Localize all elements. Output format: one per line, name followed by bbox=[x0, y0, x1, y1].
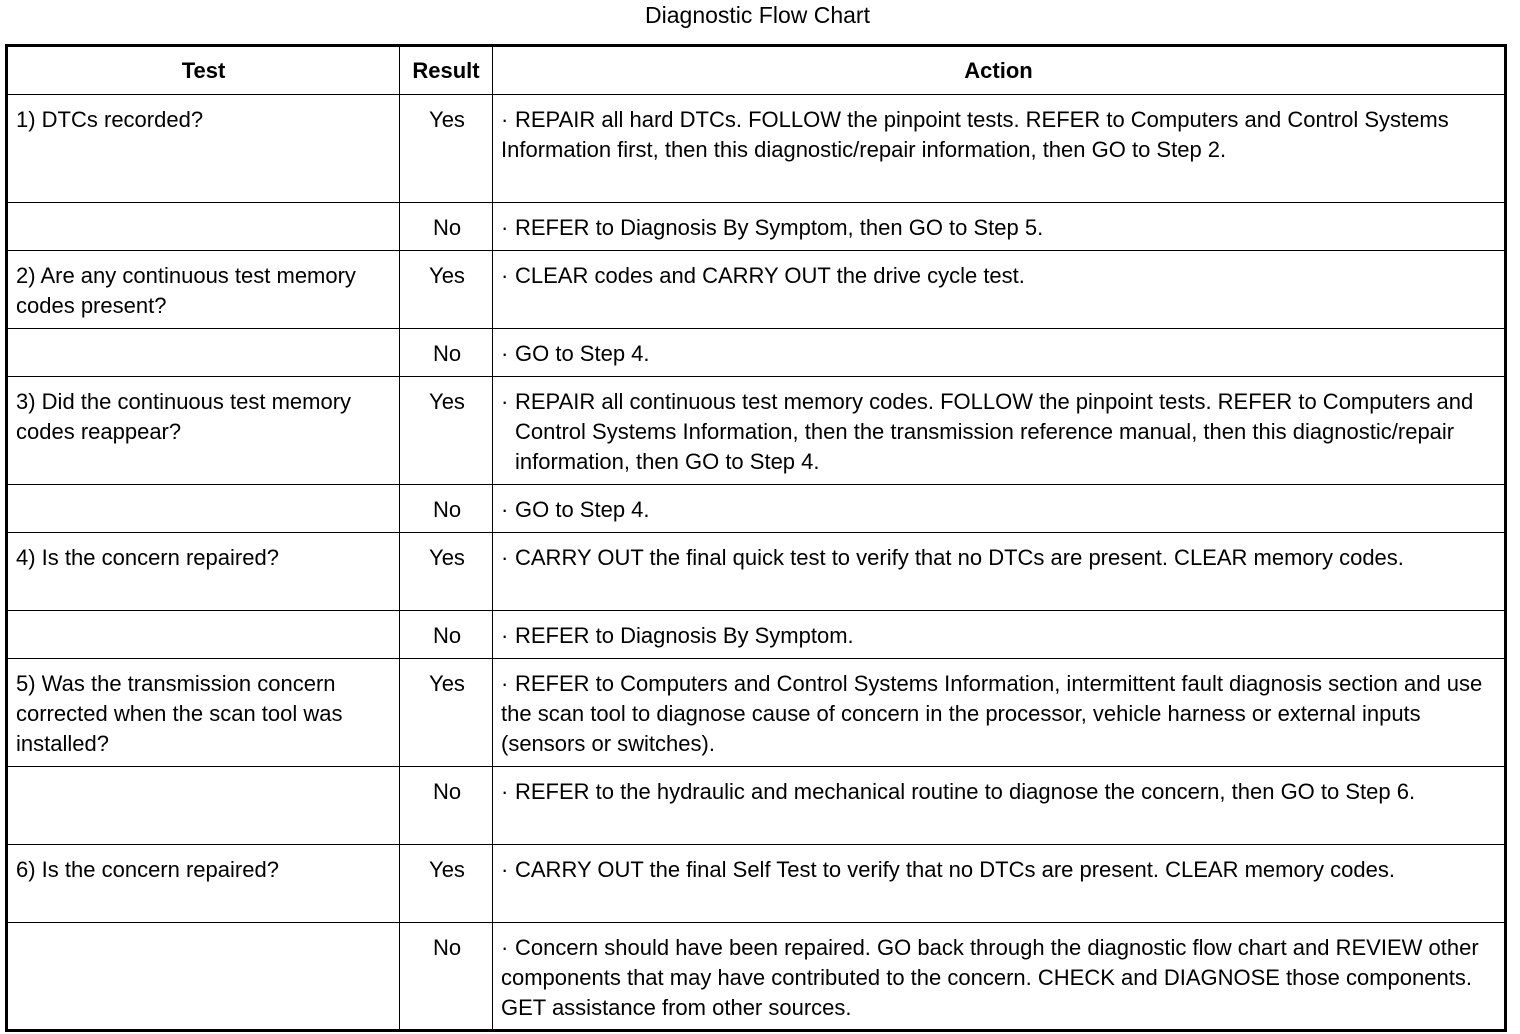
action-cell bbox=[493, 533, 1506, 611]
table-row bbox=[7, 251, 1506, 329]
test-cell: 1) DTCs recorded? bbox=[7, 95, 400, 203]
bullet-icon: · bbox=[501, 215, 509, 240]
action-text: GO to Step 4. bbox=[515, 341, 650, 366]
bullet-icon: · bbox=[501, 779, 509, 804]
test-cell bbox=[7, 203, 400, 251]
bullet-icon: · bbox=[501, 545, 509, 570]
bullet-icon: · bbox=[501, 623, 509, 648]
result-cell: Yes bbox=[400, 533, 493, 611]
bullet-icon: · bbox=[501, 341, 509, 366]
header-test: Test bbox=[7, 46, 400, 95]
action-cell bbox=[493, 845, 1506, 923]
table-row bbox=[7, 377, 1506, 485]
test-cell bbox=[7, 923, 400, 1031]
action-text: CLEAR codes and CARRY OUT the drive cycle test. bbox=[515, 263, 1025, 288]
action-cell bbox=[493, 95, 1506, 203]
table-row bbox=[7, 203, 1506, 251]
table-row bbox=[7, 659, 1506, 767]
action-text: GO to Step 4. bbox=[515, 497, 650, 522]
action-cell bbox=[493, 611, 1506, 659]
action-cell bbox=[493, 203, 1506, 251]
result-cell: No bbox=[400, 485, 493, 533]
bullet-icon: · bbox=[501, 389, 509, 414]
result-cell: No bbox=[400, 329, 493, 377]
table-row bbox=[7, 329, 1506, 377]
bullet-icon: · bbox=[501, 671, 509, 696]
result-cell: No bbox=[400, 923, 493, 1031]
action-text: REPAIR all continuous test memory codes. FOLLOW the pinpoint tests. REFER to Computers and Control Systems Information, then the transmission reference manual, then this diagnostic/repair information, then GO to Step 4. bbox=[515, 389, 1474, 474]
action-text: REFER to Diagnosis By Symptom. bbox=[515, 623, 854, 648]
action-text: REFER to the hydraulic and mechanical routine to diagnose the concern, then GO to Step 6. bbox=[515, 779, 1416, 804]
test-cell bbox=[7, 329, 400, 377]
bullet-icon: · bbox=[501, 497, 509, 522]
action-text: REFER to Computers and Control Systems Information, intermittent fault diagnosis section and use the scan tool to diagnose cause of concern in the processor, vehicle harness or external inputs (sensors or switches). bbox=[501, 671, 1483, 756]
table-row bbox=[7, 95, 1506, 203]
action-text: Concern should have been repaired. GO back through the diagnostic flow chart and REVIEW other components that may have contributed to the concern. CHECK and DIAGNOSE those components. GET assistance from other sources. bbox=[501, 935, 1479, 1020]
bullet-icon: · bbox=[501, 857, 509, 882]
result-cell: No bbox=[400, 203, 493, 251]
test-cell: 2) Are any continuous test memory codes present? bbox=[7, 251, 400, 329]
test-cell: 6) Is the concern repaired? bbox=[7, 845, 400, 923]
header-action: Action bbox=[493, 46, 1506, 95]
bullet-icon: · bbox=[501, 935, 509, 960]
result-cell: Yes bbox=[400, 251, 493, 329]
table-row bbox=[7, 485, 1506, 533]
result-cell: Yes bbox=[400, 845, 493, 923]
diagnostic-flow-table bbox=[5, 44, 1507, 1032]
action-cell bbox=[493, 251, 1506, 329]
action-text: REPAIR all hard DTCs. FOLLOW the pinpoint tests. REFER to Computers and Control Systems Information first, then this diagnostic/repair information, then GO to Step 2. bbox=[501, 107, 1449, 162]
test-cell: 4) Is the concern repaired? bbox=[7, 533, 400, 611]
result-cell: Yes bbox=[400, 377, 493, 485]
test-cell bbox=[7, 611, 400, 659]
action-text: CARRY OUT the final quick test to verify that no DTCs are present. CLEAR memory codes. bbox=[515, 545, 1404, 570]
table-row bbox=[7, 845, 1506, 923]
action-cell bbox=[493, 767, 1506, 845]
test-cell: 5) Was the transmission concern corrected when the scan tool was installed? bbox=[7, 659, 400, 767]
result-cell: Yes bbox=[400, 95, 493, 203]
header-result: Result bbox=[400, 46, 493, 95]
page-title: Diagnostic Flow Chart bbox=[645, 2, 870, 28]
action-cell bbox=[493, 485, 1506, 533]
action-cell bbox=[493, 377, 1506, 485]
result-cell: No bbox=[400, 767, 493, 845]
table-row bbox=[7, 533, 1506, 611]
action-cell bbox=[493, 923, 1506, 1031]
test-cell bbox=[7, 767, 400, 845]
table-row bbox=[7, 767, 1506, 845]
action-cell bbox=[493, 329, 1506, 377]
result-cell: No bbox=[400, 611, 493, 659]
result-cell: Yes bbox=[400, 659, 493, 767]
bullet-icon: · bbox=[501, 263, 509, 288]
action-text: REFER to Diagnosis By Symptom, then GO to Step 5. bbox=[515, 215, 1044, 240]
action-text: CARRY OUT the final Self Test to verify that no DTCs are present. CLEAR memory codes. bbox=[515, 857, 1395, 882]
test-cell bbox=[7, 485, 400, 533]
bullet-icon: · bbox=[501, 107, 509, 132]
table-header-row bbox=[7, 46, 1506, 95]
table-row bbox=[7, 611, 1506, 659]
action-cell bbox=[493, 659, 1506, 767]
test-cell: 3) Did the continuous test memory codes reappear? bbox=[7, 377, 400, 485]
table-row bbox=[7, 923, 1506, 1031]
